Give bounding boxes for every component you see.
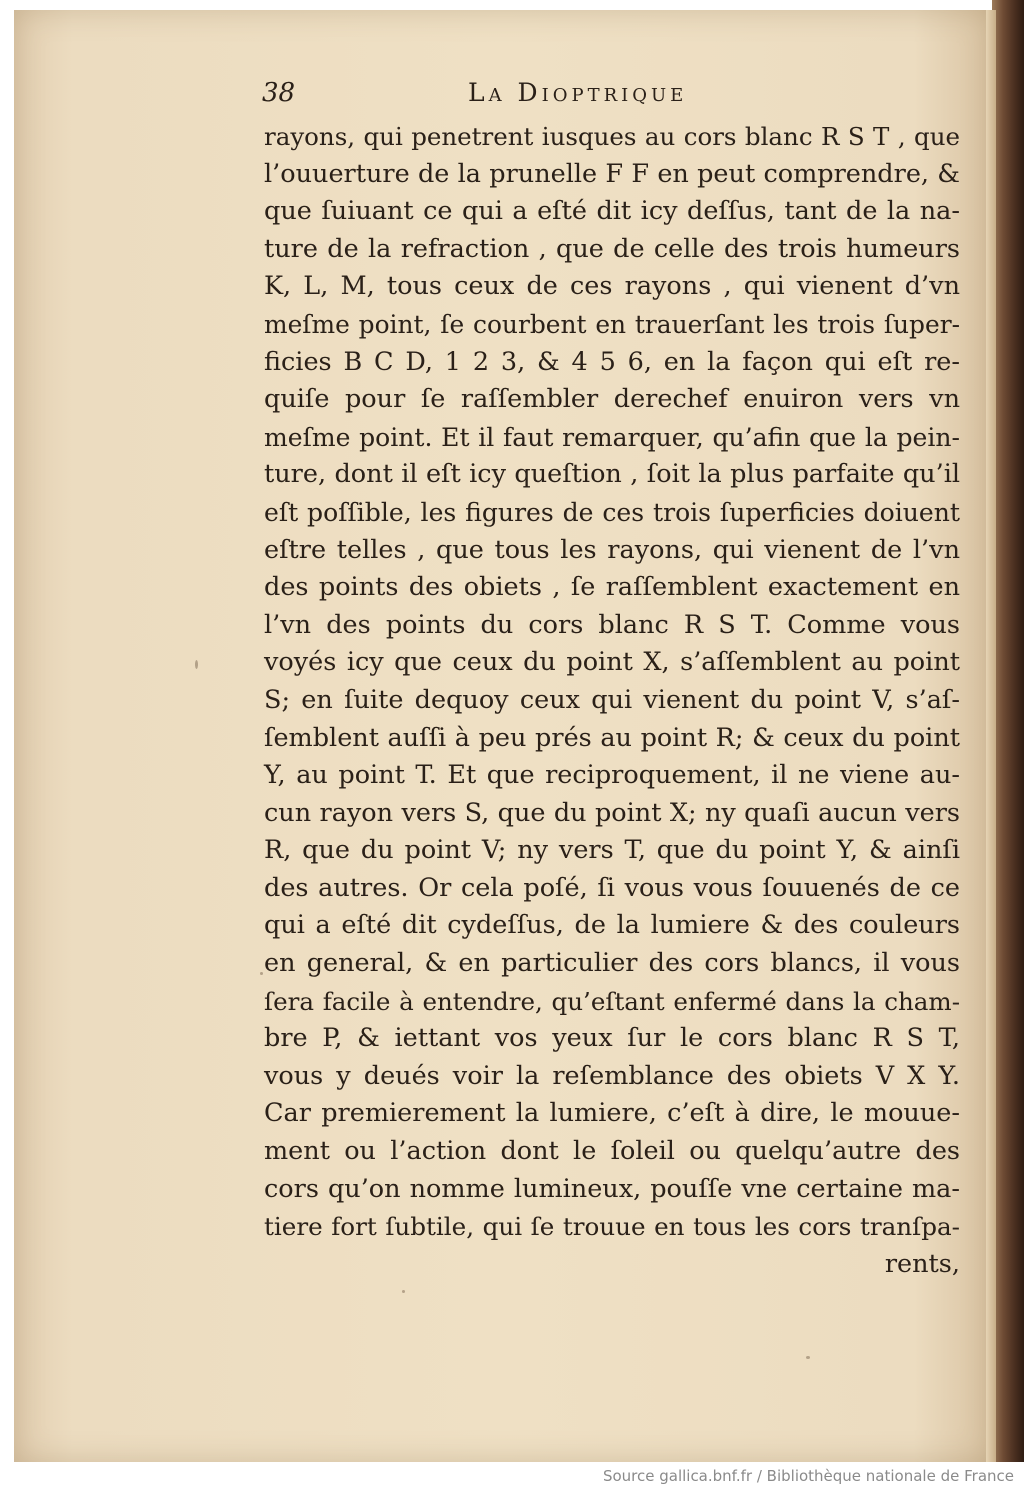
text-line: meſme point, ſe courbent en trauerſant les trois ſuper- <box>264 309 960 339</box>
text-line: qui a eſté dit cydeſſus, de la lumiere & des couleurs <box>264 910 960 941</box>
text-line: quiſe pour ſe raſſembler derechef enuiron vers vn <box>264 384 960 415</box>
text-line: des points des obiets , ſe raſſemblent exactement en <box>264 572 960 603</box>
source-credit: Source gallica.bnf.fr / Bibliothèque nationale de France <box>602 1467 1014 1485</box>
text-line: en general, & en particulier des cors blancs, il vous <box>264 948 960 979</box>
paper-speck <box>402 1290 405 1293</box>
text-line: des autres. Or cela poſé, ſi vous vous ſouuenés de ce <box>264 872 960 903</box>
text-line: R, que du point V; ny vers T, que du point Y, & ainſi <box>264 835 960 866</box>
text-line: que ſuiuant ce qui a eſté dit icy deſſus, tant de la na- <box>264 196 960 227</box>
text-line: ment ou l’action dont le ſoleil ou quelqu’autre des <box>264 1136 960 1167</box>
text-line: ture, dont il eſt icy queſtion , ſoit la plus parfaite qu’il <box>264 459 960 490</box>
page-number: 38 <box>262 78 296 108</box>
text-line: eſt poſſible, les figures de ces trois ſuperficies doiuent <box>264 497 960 527</box>
text-line: tiere fort ſubtile, qui ſe trouue en tous les cors tranſpa- <box>264 1212 960 1242</box>
book-spine <box>992 0 1024 1462</box>
text-line: ſera facile à entendre, qu’eſtant enfermé dans la cham- <box>264 986 960 1016</box>
catchword: rents, <box>884 1248 960 1279</box>
text-line: cun rayon vers S, que du point X; ny quaſi aucun vers <box>264 797 960 828</box>
text-line: vous y deués voir la reſemblance des obiets V X Y. <box>264 1060 960 1091</box>
page-header <box>262 78 962 118</box>
text-line: ture de la refraction , que de celle des trois humeurs <box>264 233 960 264</box>
text-line: ficies B C D, 1 2 3, & 4 5 6, en la façon qui eſt re- <box>264 346 960 377</box>
paper-speck <box>806 1356 810 1359</box>
text-line: cors qu’on nomme lumineux, pouſſe vne certaine ma- <box>264 1173 960 1204</box>
text-line: bre P, & iettant vos yeux ſur le cors blanc R S T, <box>264 1023 960 1054</box>
text-line: ſemblent auſſi à peu prés au point R; & ceux du point <box>264 722 960 753</box>
paper-speck <box>195 660 198 669</box>
body-text <box>264 118 960 1283</box>
text-line: S; en ſuite dequoy ceux qui vienent du point V, s’aſ- <box>264 684 960 715</box>
text-line: Y, au point T. Et que reciproquement, il ne viene au- <box>264 760 960 791</box>
paper-speck <box>260 972 263 975</box>
text-line: voyés icy que ceux du point X, s’aſſemblent au point <box>264 647 960 678</box>
running-title: La Dioptrique <box>468 78 688 107</box>
text-line: Car premierement la lumiere, c’eſt à dire, le mouue- <box>264 1098 960 1129</box>
text-line: l’ouuerture de la prunelle F F en peut comprendre, & <box>264 158 960 189</box>
page-edge <box>986 10 996 1462</box>
text-line: rayons, qui penetrent iusques au cors blanc R S T , que <box>264 122 960 151</box>
text-line: meſme point. Et il faut remarquer, qu’afin que la pein- <box>264 422 960 452</box>
text-line: K, L, M, tous ceux de ces rayons , qui vienent d’vn <box>264 271 960 302</box>
text-line: eſtre telles , que tous les rayons, qui vienent de l’vn <box>264 534 960 565</box>
text-line: l’vn des points du cors blanc R S T. Comme vous <box>264 609 960 640</box>
